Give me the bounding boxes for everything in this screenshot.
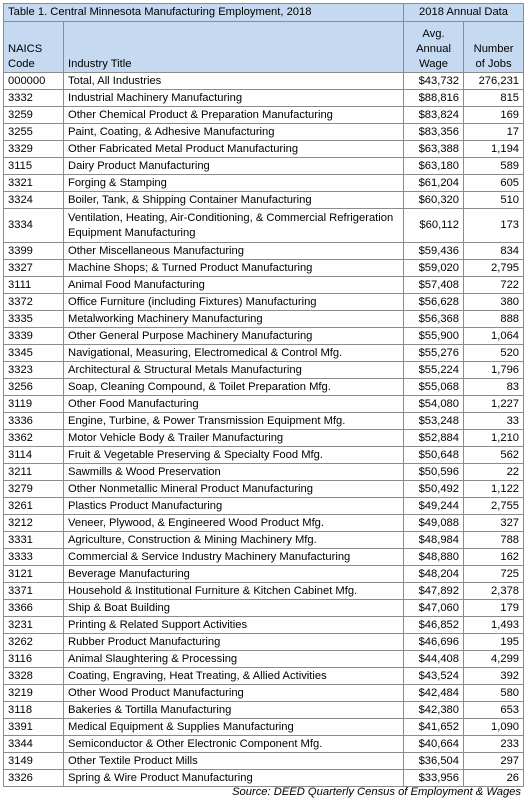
table-row: [4, 90, 524, 107]
jobs-cell: 1,122: [464, 481, 524, 498]
industry-title-cell: Coating, Engraving, Heat Treating, & Allied Activities: [64, 668, 404, 685]
jobs-cell: 653: [464, 702, 524, 719]
jobs-cell: 276,231: [464, 73, 524, 90]
table-row: [4, 498, 524, 515]
jobs-cell: 722: [464, 277, 524, 294]
naics-code-cell: 3339: [4, 328, 64, 345]
naics-code-cell: 3336: [4, 413, 64, 430]
jobs-cell: 26: [464, 770, 524, 787]
avg-wage-cell: $56,368: [404, 311, 464, 328]
industry-title-cell: Semiconductor & Other Electronic Component Mfg.: [64, 736, 404, 753]
table-title-row: [4, 4, 524, 22]
table-row: [4, 243, 524, 260]
industry-title-cell: Veneer, Plywood, & Engineered Wood Product Mfg.: [64, 515, 404, 532]
industry-title-cell: Fruit & Vegetable Preserving & Specialty Food Mfg.: [64, 447, 404, 464]
industry-title-cell: Spring & Wire Product Manufacturing: [64, 770, 404, 787]
industry-title-cell: Rubber Product Manufacturing: [64, 634, 404, 651]
industry-title-cell: Other Textile Product Mills: [64, 753, 404, 770]
table-row: [4, 617, 524, 634]
naics-code-cell: 3399: [4, 243, 64, 260]
naics-code-cell: 3118: [4, 702, 64, 719]
avg-wage-cell: $53,248: [404, 413, 464, 430]
naics-code-header: NAICS Code: [4, 22, 64, 73]
table-row: [4, 736, 524, 753]
jobs-cell: 2,755: [464, 498, 524, 515]
naics-code-cell: 3327: [4, 260, 64, 277]
industry-title-cell: Other Fabricated Metal Product Manufacturing: [64, 141, 404, 158]
jobs-cell: 2,795: [464, 260, 524, 277]
table-row: [4, 634, 524, 651]
table-row: [4, 702, 524, 719]
table-row: [4, 515, 524, 532]
naics-code-cell: 3119: [4, 396, 64, 413]
industry-title-cell: Other General Purpose Machinery Manufacturing: [64, 328, 404, 345]
source-note: Source: DEED Quarterly Census of Employment & Wages: [232, 786, 521, 798]
naics-code-cell: 3326: [4, 770, 64, 787]
table-row: [4, 328, 524, 345]
jobs-cell: 1,090: [464, 719, 524, 736]
jobs-cell: 605: [464, 175, 524, 192]
naics-code-cell: 3261: [4, 498, 64, 515]
jobs-cell: 1,227: [464, 396, 524, 413]
table-row: [4, 192, 524, 209]
naics-code-cell: 3362: [4, 430, 64, 447]
avg-wage-cell: $59,020: [404, 260, 464, 277]
industry-title-header: Industry Title: [64, 22, 404, 73]
avg-wage-cell: $42,380: [404, 702, 464, 719]
industry-title-cell: Paint, Coating, & Adhesive Manufacturing: [64, 124, 404, 141]
avg-wage-cell: $50,492: [404, 481, 464, 498]
jobs-cell: 2,378: [464, 583, 524, 600]
avg-wage-cell: $40,664: [404, 736, 464, 753]
avg-wage-cell: $83,824: [404, 107, 464, 124]
industry-title-cell: Other Miscellaneous Manufacturing: [64, 243, 404, 260]
table-row: [4, 260, 524, 277]
table-row: [4, 600, 524, 617]
jobs-cell: 195: [464, 634, 524, 651]
table-row: [4, 158, 524, 175]
naics-code-cell: 3344: [4, 736, 64, 753]
industry-title-cell: Engine, Turbine, & Power Transmission Equipment Mfg.: [64, 413, 404, 430]
avg-wage-cell: $33,956: [404, 770, 464, 787]
table-row: [4, 294, 524, 311]
jobs-cell: 520: [464, 345, 524, 362]
table-row: [4, 753, 524, 770]
jobs-cell: 888: [464, 311, 524, 328]
table-row: [4, 311, 524, 328]
naics-code-cell: 3366: [4, 600, 64, 617]
naics-code-cell: 3335: [4, 311, 64, 328]
naics-code-cell: 3372: [4, 294, 64, 311]
avg-wage-cell: $46,696: [404, 634, 464, 651]
avg-wage-cell: $50,596: [404, 464, 464, 481]
avg-wage-cell: $63,388: [404, 141, 464, 158]
table-row: [4, 481, 524, 498]
avg-wage-cell: $59,436: [404, 243, 464, 260]
naics-code-cell: 3345: [4, 345, 64, 362]
naics-code-cell: 3255: [4, 124, 64, 141]
table-row: [4, 668, 524, 685]
jobs-cell: 162: [464, 549, 524, 566]
avg-wage-cell: $49,088: [404, 515, 464, 532]
industry-title-cell: Bakeries & Tortilla Manufacturing: [64, 702, 404, 719]
jobs-cell: 22: [464, 464, 524, 481]
table-row: [4, 175, 524, 192]
industry-title-cell: Ventilation, Heating, Air-Conditioning, & Commercial Refrigeration Equipment Manufacturing: [64, 209, 404, 243]
industry-title-cell: Machine Shops; & Turned Product Manufacturing: [64, 260, 404, 277]
avg-wage-cell: $48,204: [404, 566, 464, 583]
naics-code-cell: 3256: [4, 379, 64, 396]
industry-title-cell: Other Food Manufacturing: [64, 396, 404, 413]
jobs-cell: 1,210: [464, 430, 524, 447]
avg-wage-cell: $55,224: [404, 362, 464, 379]
jobs-cell: 4,299: [464, 651, 524, 668]
table-row: [4, 549, 524, 566]
avg-wage-cell: $50,648: [404, 447, 464, 464]
avg-wage-cell: $55,068: [404, 379, 464, 396]
avg-wage-cell: $46,852: [404, 617, 464, 634]
naics-code-cell: 3323: [4, 362, 64, 379]
naics-code-cell: 3259: [4, 107, 64, 124]
industry-title-cell: Household & Institutional Furniture & Kitchen Cabinet Mfg.: [64, 583, 404, 600]
industry-title-cell: Forging & Stamping: [64, 175, 404, 192]
jobs-cell: 1,493: [464, 617, 524, 634]
jobs-cell: 33: [464, 413, 524, 430]
avg-wage-cell: $88,816: [404, 90, 464, 107]
jobs-cell: 1,194: [464, 141, 524, 158]
naics-code-cell: 3115: [4, 158, 64, 175]
avg-wage-cell: $56,628: [404, 294, 464, 311]
industry-title-cell: Other Chemical Product & Preparation Manufacturing: [64, 107, 404, 124]
industry-title-cell: Agriculture, Construction & Mining Machinery Mfg.: [64, 532, 404, 549]
naics-code-cell: 3211: [4, 464, 64, 481]
jobs-cell: 173: [464, 209, 524, 243]
naics-code-cell: 3219: [4, 685, 64, 702]
industry-title-cell: Office Furniture (including Fixtures) Manufacturing: [64, 294, 404, 311]
table-row: [4, 532, 524, 549]
naics-code-cell: 3111: [4, 277, 64, 294]
naics-code-cell: 3329: [4, 141, 64, 158]
avg-wage-cell: $43,732: [404, 73, 464, 90]
naics-code-cell: 3121: [4, 566, 64, 583]
industry-title-cell: Medical Equipment & Supplies Manufacturing: [64, 719, 404, 736]
avg-wage-cell: $57,408: [404, 277, 464, 294]
table-row: [4, 277, 524, 294]
industry-title-cell: Navigational, Measuring, Electromedical & Control Mfg.: [64, 345, 404, 362]
jobs-cell: 169: [464, 107, 524, 124]
naics-code-cell: 3212: [4, 515, 64, 532]
industry-title-cell: Printing & Related Support Activities: [64, 617, 404, 634]
table-row: [4, 413, 524, 430]
avg-wage-cell: $47,060: [404, 600, 464, 617]
table-row: [4, 770, 524, 787]
avg-wage-cell: $52,884: [404, 430, 464, 447]
avg-wage-cell: $47,892: [404, 583, 464, 600]
industry-title-cell: Animal Food Manufacturing: [64, 277, 404, 294]
table-row: [4, 209, 524, 243]
industry-title-cell: Motor Vehicle Body & Trailer Manufacturing: [64, 430, 404, 447]
jobs-cell: 815: [464, 90, 524, 107]
avg-wage-cell: $41,652: [404, 719, 464, 736]
industry-title-cell: Sawmills & Wood Preservation: [64, 464, 404, 481]
industry-title-cell: Other Nonmetallic Mineral Product Manufacturing: [64, 481, 404, 498]
naics-code-cell: 3324: [4, 192, 64, 209]
industry-title-cell: Commercial & Service Industry Machinery Manufacturing: [64, 549, 404, 566]
industry-title-cell: Plastics Product Manufacturing: [64, 498, 404, 515]
jobs-cell: 179: [464, 600, 524, 617]
avg-wage-cell: $48,984: [404, 532, 464, 549]
naics-code-cell: 3231: [4, 617, 64, 634]
industry-title-cell: Boiler, Tank, & Shipping Container Manufacturing: [64, 192, 404, 209]
industry-title-cell: Architectural & Structural Metals Manufacturing: [64, 362, 404, 379]
naics-code-cell: 3114: [4, 447, 64, 464]
table-row: [4, 73, 524, 90]
naics-code-cell: 3116: [4, 651, 64, 668]
avg-wage-cell: $60,320: [404, 192, 464, 209]
jobs-cell: 380: [464, 294, 524, 311]
table-row: [4, 566, 524, 583]
industry-title-cell: Animal Slaughtering & Processing: [64, 651, 404, 668]
jobs-cell: 510: [464, 192, 524, 209]
table-row: [4, 345, 524, 362]
naics-code-cell: 000000: [4, 73, 64, 90]
avg-wage-cell: $54,080: [404, 396, 464, 413]
employment-table: [3, 3, 524, 787]
table-title: Table 1. Central Minnesota Manufacturing Employment, 2018: [4, 4, 404, 22]
table-row: [4, 362, 524, 379]
industry-title-cell: Other Wood Product Manufacturing: [64, 685, 404, 702]
avg-wage-cell: $44,408: [404, 651, 464, 668]
jobs-cell: 392: [464, 668, 524, 685]
column-header-row: [4, 22, 524, 73]
table-row: [4, 685, 524, 702]
jobs-cell: 17: [464, 124, 524, 141]
industry-title-cell: Beverage Manufacturing: [64, 566, 404, 583]
jobs-cell: 562: [464, 447, 524, 464]
naics-code-cell: 3333: [4, 549, 64, 566]
number-of-jobs-header: Number of Jobs: [464, 22, 524, 73]
table-row: [4, 379, 524, 396]
annual-data-header: 2018 Annual Data: [404, 4, 524, 22]
industry-title-cell: Dairy Product Manufacturing: [64, 158, 404, 175]
avg-wage-cell: $55,900: [404, 328, 464, 345]
jobs-cell: 1,064: [464, 328, 524, 345]
jobs-cell: 580: [464, 685, 524, 702]
industry-title-cell: Ship & Boat Building: [64, 600, 404, 617]
avg-wage-cell: $60,112: [404, 209, 464, 243]
industry-title-cell: Industrial Machinery Manufacturing: [64, 90, 404, 107]
jobs-cell: 725: [464, 566, 524, 583]
naics-code-cell: 3328: [4, 668, 64, 685]
table-row: [4, 651, 524, 668]
naics-code-cell: 3321: [4, 175, 64, 192]
jobs-cell: 1,796: [464, 362, 524, 379]
avg-wage-cell: $36,504: [404, 753, 464, 770]
jobs-cell: 297: [464, 753, 524, 770]
table-row: [4, 430, 524, 447]
jobs-cell: 834: [464, 243, 524, 260]
table-row: [4, 447, 524, 464]
naics-code-cell: 3331: [4, 532, 64, 549]
naics-code-cell: 3332: [4, 90, 64, 107]
table-row: [4, 107, 524, 124]
avg-annual-wage-header: Avg. Annual Wage: [404, 22, 464, 73]
industry-title-cell: Metalworking Machinery Manufacturing: [64, 311, 404, 328]
jobs-cell: 788: [464, 532, 524, 549]
table-row: [4, 719, 524, 736]
jobs-cell: 233: [464, 736, 524, 753]
avg-wage-cell: $63,180: [404, 158, 464, 175]
naics-code-cell: 3262: [4, 634, 64, 651]
table-row: [4, 141, 524, 158]
naics-code-cell: 3371: [4, 583, 64, 600]
avg-wage-cell: $83,356: [404, 124, 464, 141]
jobs-cell: 589: [464, 158, 524, 175]
table-row: [4, 583, 524, 600]
table-row: [4, 124, 524, 141]
naics-code-cell: 3334: [4, 209, 64, 243]
avg-wage-cell: $43,524: [404, 668, 464, 685]
naics-code-cell: 3149: [4, 753, 64, 770]
avg-wage-cell: $42,484: [404, 685, 464, 702]
industry-title-cell: Total, All Industries: [64, 73, 404, 90]
jobs-cell: 83: [464, 379, 524, 396]
table-row: [4, 464, 524, 481]
naics-code-cell: 3391: [4, 719, 64, 736]
jobs-cell: 327: [464, 515, 524, 532]
industry-title-cell: Soap, Cleaning Compound, & Toilet Preparation Mfg.: [64, 379, 404, 396]
avg-wage-cell: $49,244: [404, 498, 464, 515]
avg-wage-cell: $55,276: [404, 345, 464, 362]
table-row: [4, 396, 524, 413]
naics-code-cell: 3279: [4, 481, 64, 498]
avg-wage-cell: $61,204: [404, 175, 464, 192]
avg-wage-cell: $48,880: [404, 549, 464, 566]
